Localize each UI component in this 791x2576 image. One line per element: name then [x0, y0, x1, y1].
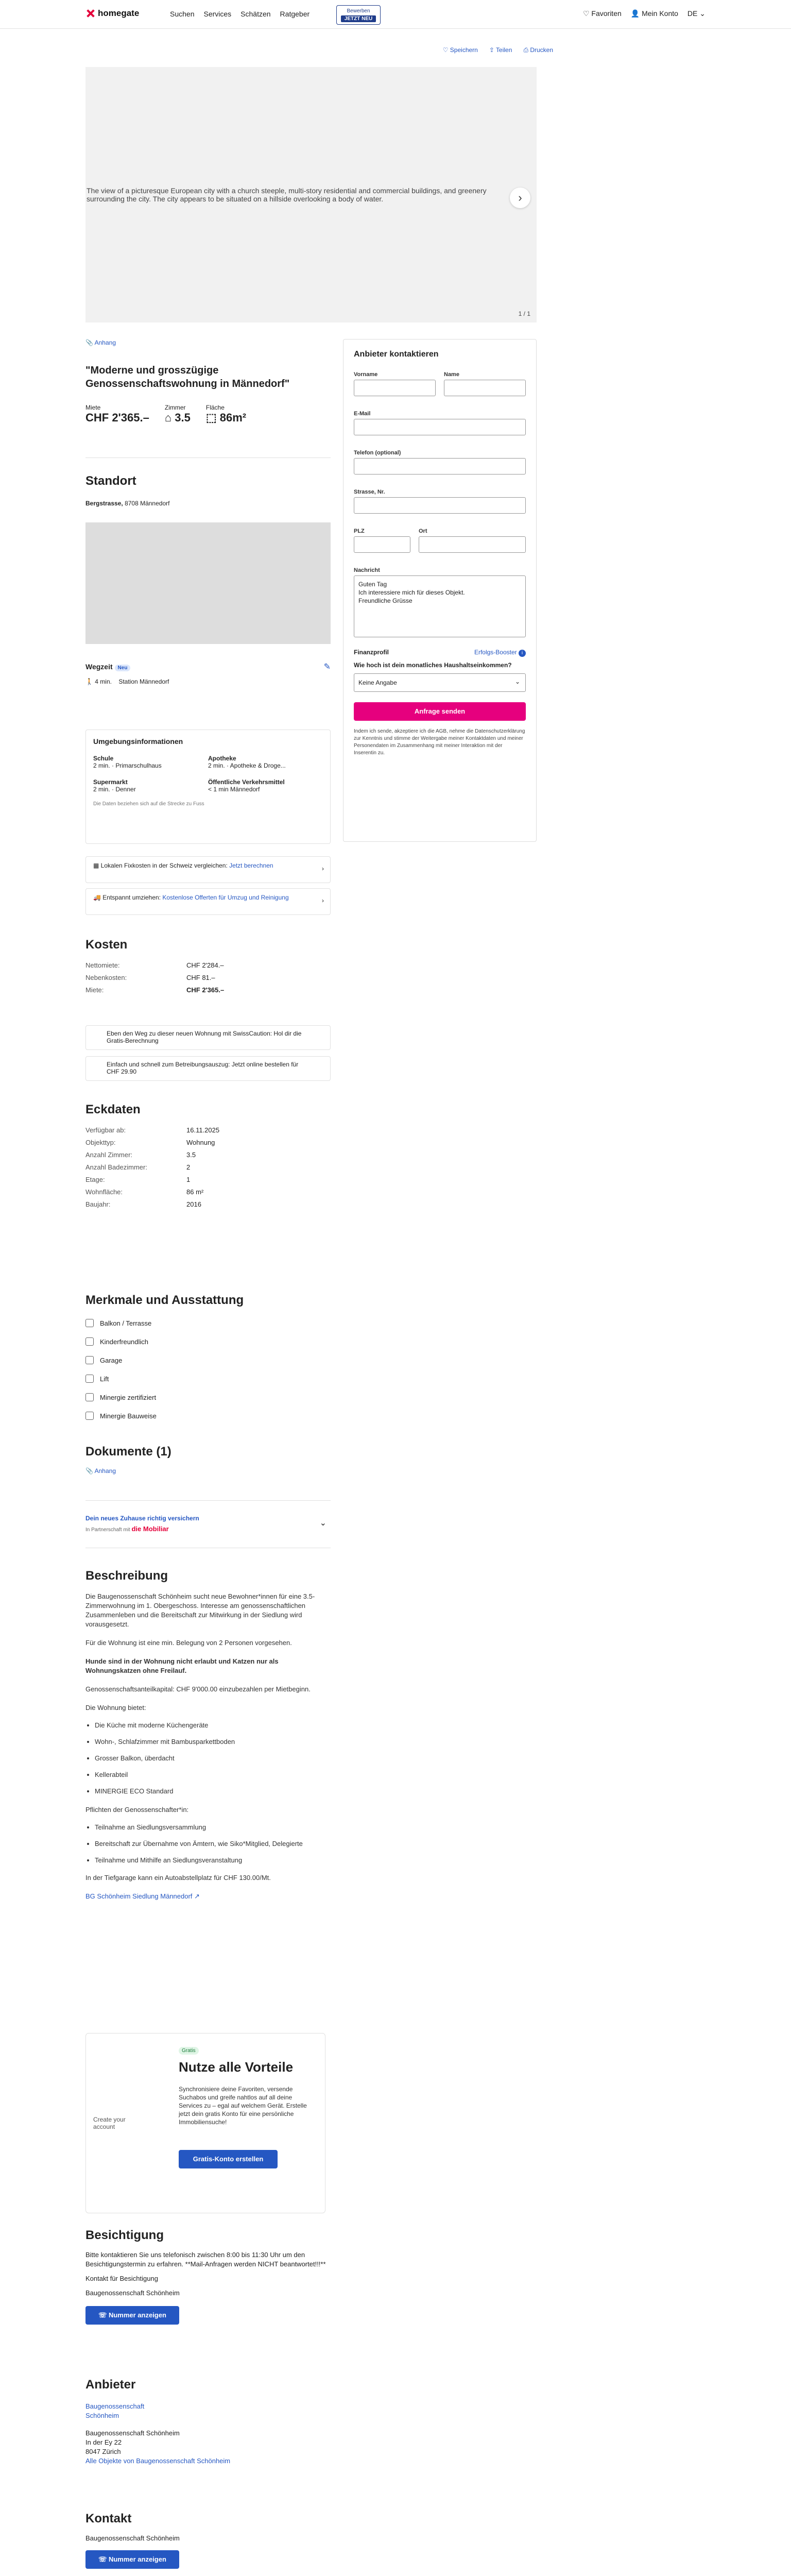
listing-title: "Moderne und grosszügige Genossenschaftswohnung in Männedorf"	[85, 365, 290, 389]
attachment-link[interactable]: 📎 Anhang	[85, 339, 116, 346]
balcony-icon	[85, 1319, 94, 1327]
surroundings-note: Die Daten beziehen sich auf die Strecke zu Fuss	[93, 801, 204, 807]
feature-item: Minergie Bauweise	[85, 1406, 331, 1425]
walk-icon: 🚶	[85, 678, 95, 685]
favorites-link[interactable]: ♡ Favoriten	[582, 9, 622, 18]
facts-row: Verfügbar ab: 16.11.2025	[85, 1126, 220, 1134]
minergie-icon	[85, 1393, 94, 1401]
rooms-label: Zimmer	[164, 404, 186, 411]
print-button[interactable]: ⎙ Drucken	[523, 46, 553, 54]
email-input[interactable]	[354, 419, 526, 435]
image-gallery[interactable]	[85, 67, 537, 323]
nav-advice[interactable]: Ratgeber	[280, 10, 310, 18]
account-avatar: Create your account	[93, 2116, 126, 2130]
features-list	[85, 1314, 331, 1425]
form-heading: Anbieter kontaktieren	[354, 350, 439, 359]
chevron-right-icon: ›	[322, 897, 324, 904]
gallery-counter: 1 / 1	[518, 310, 530, 317]
fixcost-promo[interactable]: ▦ Lokalen Fixkosten in der Schweiz vergleichen: Jetzt berechnen ›	[85, 856, 331, 883]
feature-item: Lift	[85, 1369, 331, 1388]
facts-table	[85, 1124, 331, 1211]
commute-destination: Station Männedorf	[118, 678, 169, 685]
facts-row: Objekttyp: Wohnung	[85, 1139, 215, 1146]
transport-detail: < 1 min Männedorf	[208, 786, 260, 793]
action-bar	[0, 41, 791, 62]
provider-street: In der Ey 22	[85, 2438, 122, 2446]
pharmacy-detail: 2 min. · Apotheke & Droge...	[208, 762, 286, 769]
benefits-text: Synchronisiere deine Favoriten, versende Suchabos und greife nahtlos auf all deine Services zu – egal auf welchem Gerät. Erstelle jetzt dein gratis Konto für eine persönliche Immobiliensuche!	[179, 2086, 307, 2126]
location-town: 8708 Männedorf	[125, 500, 170, 507]
contact-show-number-button[interactable]: ☏ Nummer anzeigen	[85, 2550, 179, 2569]
facts-heading: Eckdaten	[85, 1103, 141, 1116]
chevron-down-icon: ⌄	[319, 1519, 326, 1528]
contact-heading: Kontakt	[85, 2512, 132, 2526]
gallery-next-button[interactable]: ›	[510, 188, 530, 208]
location-map[interactable]	[85, 522, 331, 644]
rooms-value: 3.5	[175, 411, 191, 424]
ilocator-icon: ▦	[93, 862, 101, 869]
facts-row: Anzahl Badezimmer: 2	[85, 1163, 191, 1171]
last-name-input[interactable]	[444, 380, 526, 396]
description-heading: Beschreibung	[85, 1569, 168, 1583]
document-link[interactable]: 📎 Anhang	[85, 1467, 116, 1475]
income-select[interactable]: Keine Angabe ⌄	[354, 673, 526, 692]
language-switcher[interactable]: DE ⌄	[687, 9, 706, 18]
costs-heading: Kosten	[85, 938, 128, 952]
account-link[interactable]: 👤 Mein Konto	[630, 9, 678, 18]
phone-input[interactable]	[354, 458, 526, 474]
contact-form: Anbieter kontaktieren Vorname Name E-Mail Telefon (optional) Strasse, Nr. PLZ Ort Nachricht Guten Tag Ich interessiere mich für dieses Objekt. Freundliche Grüsse Finanzprofil Erfolgs-Booster i Wie hoch ist dein monatliches Haushaltseinkommen? Keine Angabe ⌄ Anfrage senden Indem ich sende, akzeptiere ich die AGB, nehme die Datenschutzerklärung zur Kenntnis und stimme der Weitergabe meiner Kontaktdaten und meiner Personendaten im Zusammenhang mit meiner Interaktion mit der Inserentin zu.	[343, 339, 537, 842]
provider-logo[interactable]: Baugenossenschaft Schönheim	[85, 2402, 145, 2419]
location-street: Bergstrasse,	[85, 500, 123, 507]
area-label: Fläche	[205, 404, 225, 411]
benefits-card	[85, 2033, 325, 2213]
chevron-right-icon: ›	[322, 865, 324, 872]
moving-promo[interactable]: 🚚 Entspannt umziehen: Kostenlose Offerten für Umzug und Reinigung ›	[85, 888, 331, 915]
school-detail: 2 min. · Primarschulhaus	[93, 762, 162, 769]
description-section: Beschreibung Die Baugenossenschaft Schönheim sucht neue Bewohner*innen für eine 3.5-Zimmerwohnung im 1. Obergeschoss. Interesse am genossenschaftlichen Zusammenleben und die Bereitschaft zur Mitwirkung in der Siedlung wird vorausgesetzt. Für die Wohnung ist eine min. Belegung von 2 Personen vorgesehen. Hunde sind in der Wohnung nicht erlaubt und Katzen nur als Wohnungskatzen ohne Freilauf. Genossenschaftsanteilkapital: CHF 9'000.00 einzubezahlen per Mietbeginn. Die Wohnung bietet: • Die Küche mit moderne Küchengeräte • Wohn-, Schlafzimmer mit Bambusparkettboden • Grosser Balkon, überdacht • Kellerabteil • MINERGIE ECO Standard Pflichten der Genossenschafter*in: • Teilnahme an Siedlungsversammlung • Bereitschaft zur Übernahme von Ämtern, wie Siko*Mitglied, Delegierte • Teilnahme und Mithilfe an Siedlungsveranstaltung In der Tiefgarage kann ein Autoabstellplatz für CHF 130.00/Mt. BG Schönheim Siedlung Männedorf ↗	[85, 1571, 331, 1901]
rent-label: Miete	[85, 404, 101, 411]
gallery-image-alt: The view of a picturesque European city with a church steeple, multi-story residential and commercial buildings, and greenery surrounding the city. The city appears to be situated on a hillside overlooking a body of water.	[87, 187, 487, 203]
provider-city: 8047 Zürich	[85, 2448, 121, 2455]
child-friendly-icon	[85, 1337, 94, 1346]
street-input[interactable]	[354, 497, 526, 514]
message-textarea[interactable]: Guten Tag Ich interessiere mich für dieses Objekt. Freundliche Grüsse	[354, 575, 526, 637]
nav-services[interactable]: Services	[203, 10, 232, 18]
features-heading: Merkmale und Ausstattung	[85, 1293, 244, 1307]
main-nav	[170, 10, 309, 18]
nav-search[interactable]: Suchen	[170, 10, 195, 18]
logo-icon	[85, 9, 95, 18]
chevron-down-icon: ⌄	[514, 678, 520, 685]
minergie-building-icon	[85, 1412, 94, 1420]
facts-row: Wohnfläche: 86 m²	[85, 1188, 204, 1196]
surroundings-card	[85, 730, 331, 844]
new-badge: Neu	[115, 665, 131, 671]
debt-extract-promo[interactable]: Einfach und schnell zum Betreibungsauszug: Jetzt online bestellen für CHF 29.90	[85, 1056, 331, 1081]
edit-commute-icon[interactable]: ✎	[323, 663, 331, 671]
documents-heading: Dokumente (1)	[85, 1445, 171, 1459]
supermarket-title: Supermarkt	[93, 778, 128, 786]
info-icon[interactable]: i	[519, 650, 526, 657]
transport-title: Öffentliche Verkehrsmittel	[208, 778, 285, 786]
location-heading: Standort	[85, 474, 136, 488]
show-number-button[interactable]: ☏ Nummer anzeigen	[85, 2306, 179, 2325]
send-inquiry-button[interactable]: Anfrage senden	[354, 702, 526, 721]
area-value: 86m²	[219, 411, 247, 424]
supermarket-detail: 2 min. · Denner	[93, 786, 136, 793]
finance-profile-label: Finanzprofil	[354, 649, 389, 656]
facts-row: Anzahl Zimmer: 3.5	[85, 1151, 196, 1159]
apply-cta[interactable]: Bewerben JETZT NEU	[336, 5, 381, 25]
feature-item: Garage	[85, 1351, 331, 1369]
viewing-text: Bitte kontaktieren Sie uns telefonisch zwischen 8:00 bis 11:30 Uhr um den Besichtigungstermin zu erfahren. **Mail-Anfragen werden NICHT beantwortet!!!**	[85, 2251, 326, 2268]
income-question: Wie hoch ist dein monatliches Haushaltseinkommen?	[354, 662, 512, 669]
area-icon: ⬚	[205, 411, 220, 424]
benefits-heading: Nutze alle Vorteile	[179, 2059, 294, 2075]
finance-booster-link[interactable]: Erfolgs-Booster	[474, 649, 517, 656]
mobiliar-promo[interactable]: Dein neues Zuhause richtig versichern In Partnerschaft mit die Mobiliar ⌄	[85, 1515, 326, 1533]
homegate-logo[interactable]: homegate	[85, 8, 139, 19]
feature-item: Minergie zertifiziert	[85, 1388, 331, 1406]
surroundings-heading: Umgebungsinformationen	[93, 737, 183, 745]
garage-icon	[85, 1356, 94, 1364]
provider-heading: Anbieter	[85, 2378, 136, 2392]
description-link[interactable]: BG Schönheim Siedlung Männedorf ↗	[85, 1892, 200, 1900]
elevator-icon	[85, 1375, 94, 1383]
mobiliar-logo: die Mobiliar	[131, 1525, 169, 1533]
facts-row: Baujahr: 2016	[85, 1200, 201, 1208]
create-account-button[interactable]: Gratis-Konto erstellen	[179, 2150, 278, 2168]
school-title: Schule	[93, 755, 114, 762]
pharmacy-title: Apotheke	[208, 755, 236, 762]
header-right	[583, 9, 706, 18]
share-button[interactable]: ⇪ Teilen	[489, 46, 512, 54]
commute-time: 4 min.	[95, 678, 112, 685]
provider-all-listings-link[interactable]: Alle Objekte von Baugenossenschaft Schönheim	[85, 2457, 231, 2465]
city-input[interactable]	[419, 536, 526, 553]
form-legal-text: Indem ich sende, akzeptiere ich die AGB, nehme die Datenschutzerklärung zur Kenntnis und stimme der Weitergabe meiner Kontaktdaten und meiner Personendaten im Zusammenhang mit meiner Interaktion mit der Inserentin zu.	[354, 728, 525, 756]
truck-icon: 🚚	[93, 894, 103, 901]
feature-item: Balkon / Terrasse	[85, 1314, 331, 1332]
save-button[interactable]: ♡ Speichern	[442, 46, 478, 54]
facts-row: Etage: 1	[85, 1176, 191, 1183]
top-header	[0, 0, 791, 29]
zip-input[interactable]	[354, 536, 410, 553]
nav-estimate[interactable]: Schätzen	[240, 10, 271, 18]
free-badge: Gratis	[179, 2047, 199, 2055]
viewing-heading: Besichtigung	[85, 2228, 164, 2242]
commute-heading: Wegzeit	[85, 663, 113, 671]
feature-item: Kinderfreundlich	[85, 1332, 331, 1351]
rent-value: CHF 2'365.–	[85, 411, 149, 424]
provider-name: Baugenossenschaft Schönheim	[85, 2429, 180, 2437]
swisscaution-promo[interactable]: Eben den Weg zu dieser neuen Wohnung mit SwissCaution: Hol dir die Gratis-Berechnung	[85, 1025, 331, 1050]
first-name-input[interactable]	[354, 380, 436, 396]
contact-name: Baugenossenschaft Schönheim	[85, 2534, 180, 2542]
rooms-icon: ⌂	[164, 411, 175, 424]
